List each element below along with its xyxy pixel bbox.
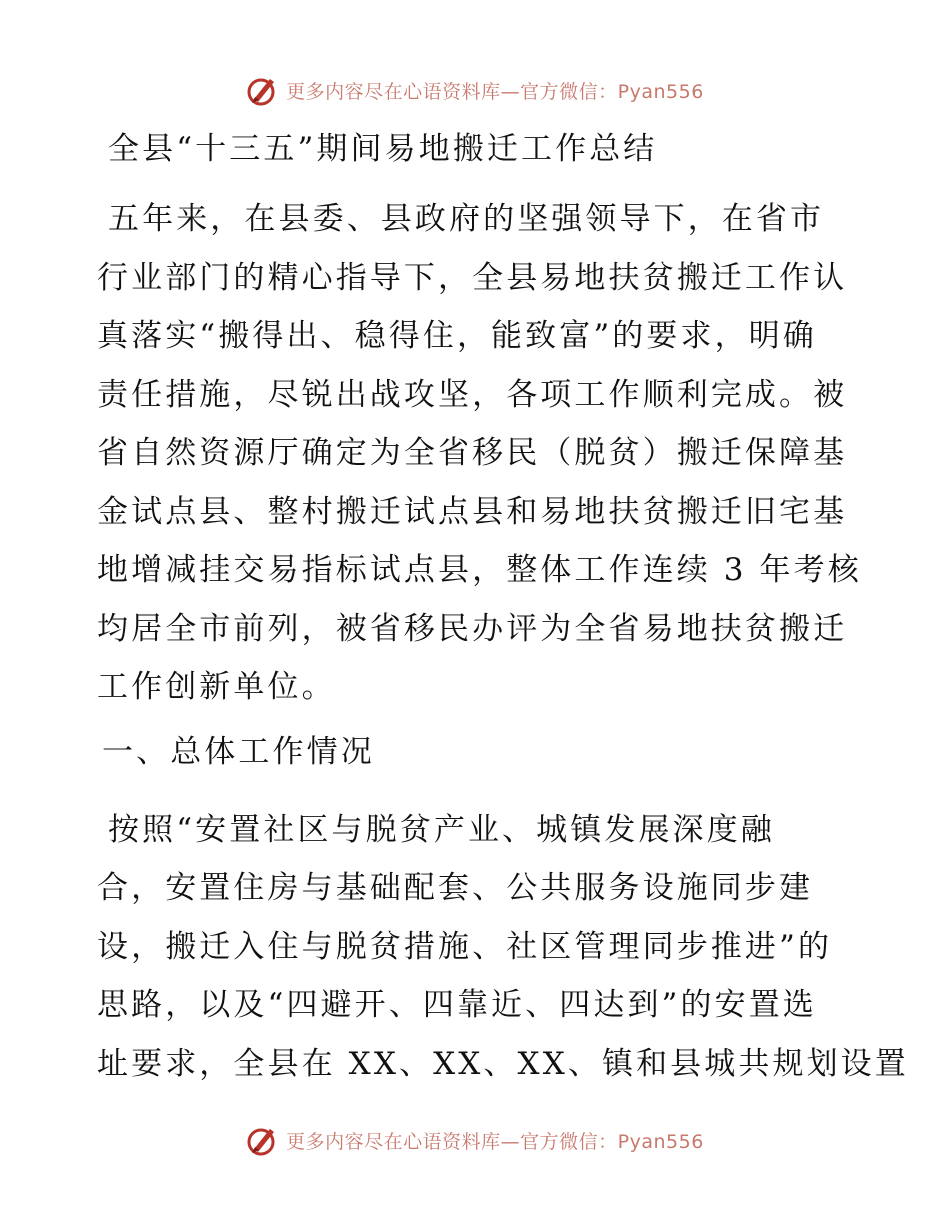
watermark-banner-top [0, 70, 950, 110]
paragraph-line: 地增减挂交易指标试点县，整体工作连续 3 年考核 [97, 552, 862, 588]
paragraph-line: 合，安置住房与基础配套、公共服务设施同步建 [97, 870, 814, 906]
paragraph-line: 按照“安置社区与脱贫产业、城镇发展深度融 [108, 811, 775, 848]
paragraph-overview [97, 801, 909, 1094]
watermark-text: 更多内容尽在心语资料库—官方微信：Pyan556 [286, 80, 704, 103]
paragraph-line: 均居全市前列，被省移民办评为全省易地扶贫搬迁 [97, 610, 848, 647]
paragraph-line: 址要求，全县在 XX、XX、XX、镇和县城共规划设置 [97, 1045, 909, 1082]
paragraph-intro [97, 190, 862, 717]
paragraph-line: 省自然资源厅确定为全省移民（脱贫）搬迁保障基 [97, 435, 848, 471]
document-title: 全县“十三五”期间易地搬迁工作总结 [108, 131, 658, 167]
watermark-text: 更多内容尽在心语资料库—官方微信：Pyan556 [286, 1130, 704, 1153]
paragraph-line: 金试点县、整村搬迁试点县和易地扶贫搬迁旧宅基 [97, 493, 848, 530]
document-body [97, 120, 909, 1093]
section-heading: 一、总体工作情况 [102, 733, 375, 770]
paragraph-line: 工作创新单位。 [97, 669, 336, 705]
paragraph-line: 思路，以及“四避开、四靠近、四达到”的安置选 [97, 987, 817, 1023]
paragraph-line: 责任措施，尽锐出战攻坚，各项工作顺利完成。被 [97, 376, 848, 413]
watermark-banner-bottom [0, 1120, 950, 1160]
pen-in-circle-logo [246, 73, 280, 107]
paragraph-line: 设，搬迁入住与脱贫措施、社区管理同步推进”的 [97, 928, 833, 965]
pen-in-circle-logo [246, 1123, 280, 1157]
paragraph-line: 真落实“搬得出、稳得住，能致富”的要求，明确 [97, 318, 817, 354]
paragraph-line: 行业部门的精心指导下，全县易地扶贫搬迁工作认 [97, 259, 848, 296]
paragraph-line: 五年来，在县委、县政府的坚强领导下，在省市 [108, 201, 825, 237]
